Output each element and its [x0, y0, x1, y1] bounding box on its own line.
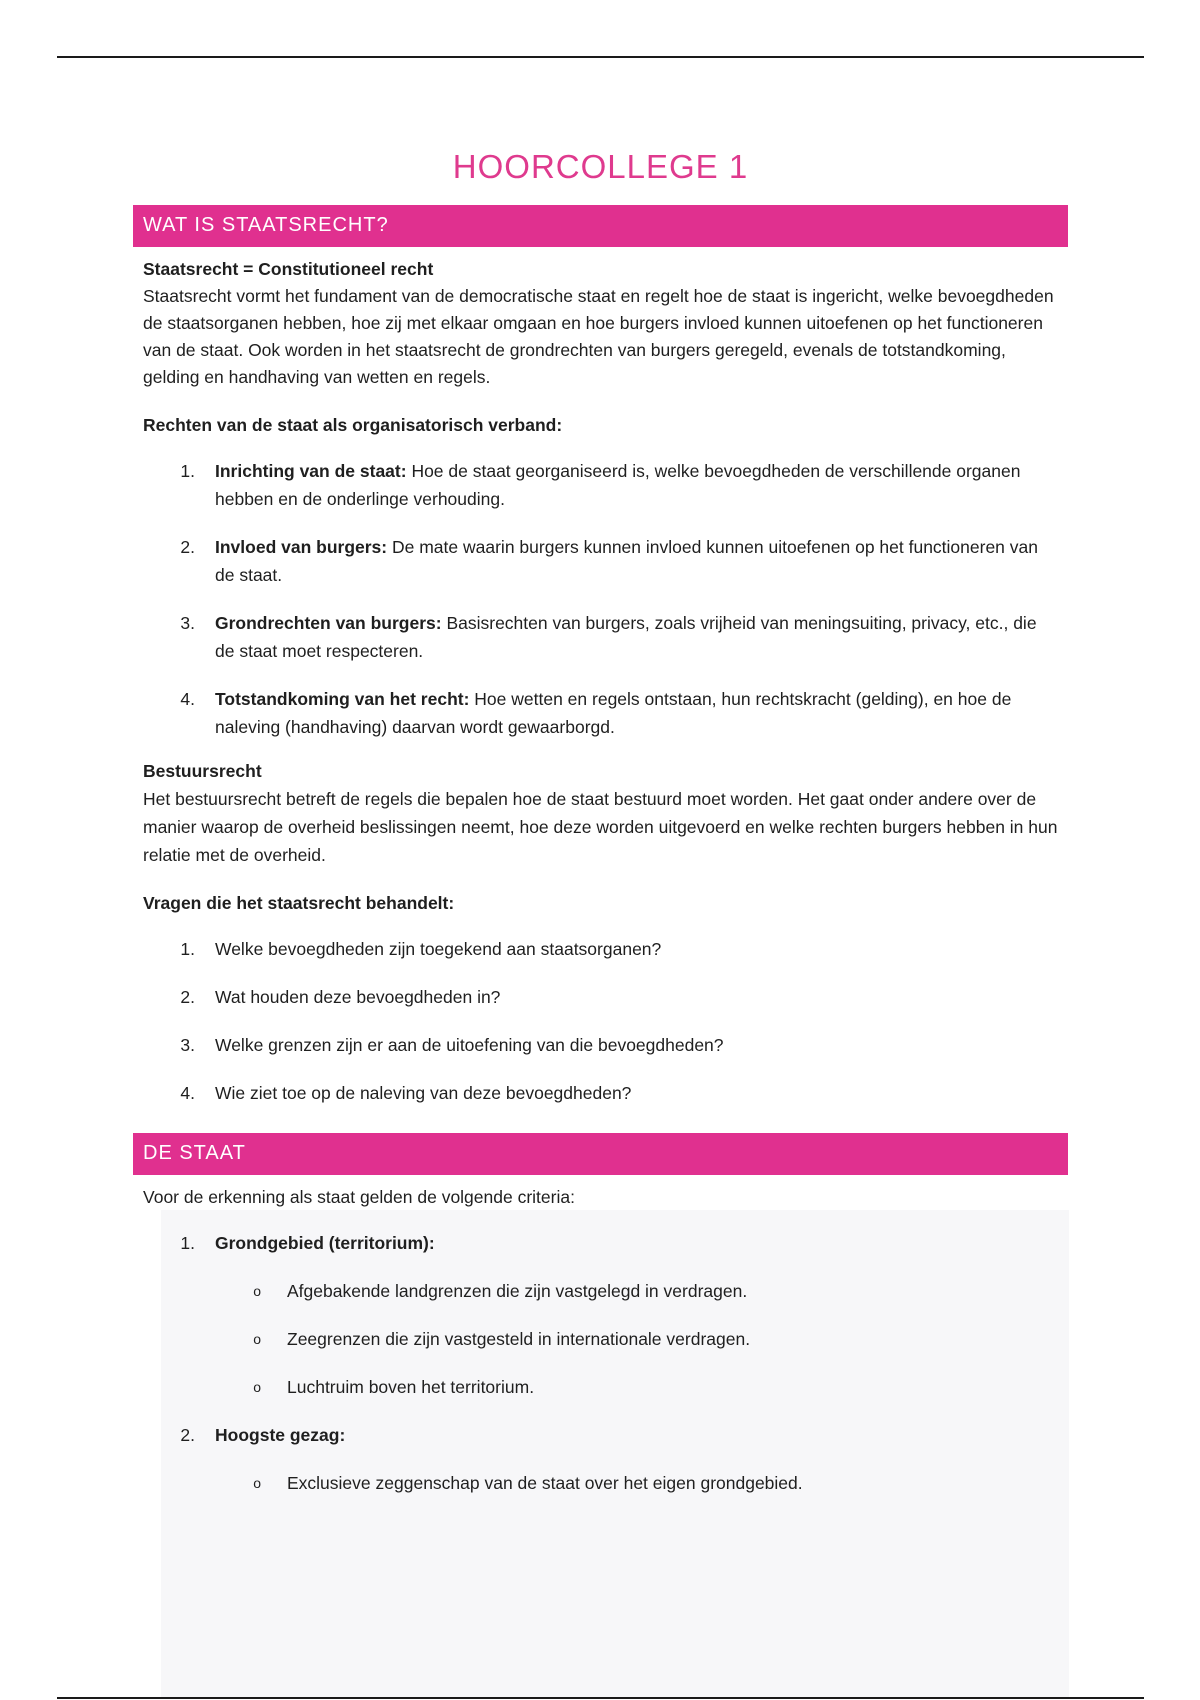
list-text: De mate waarin burgers kunnen invloed kunnen uitoefenen op het functioneren van de staat. — [215, 537, 1038, 585]
list-number: 3. — [180, 1035, 195, 1055]
list-text: Welke bevoegdheden zijn toegekend aan staatsorganen? — [215, 939, 662, 959]
list-number: 2. — [180, 537, 195, 557]
list-text: Basisrechten van burgers, zoals vrijheid van meningsuiting, privacy, etc., die de staat moet respecteren. — [215, 613, 1037, 661]
list-item — [143, 457, 1060, 513]
list-number: 1. — [180, 939, 195, 959]
list-number: 1. — [180, 461, 195, 481]
list-term: Grondrechten van burgers: — [215, 613, 442, 633]
header-rule — [57, 56, 1144, 58]
section-banner-staatsrecht: WAT IS STAATSRECHT? — [133, 205, 1068, 247]
bestuursrecht-heading: Bestuursrecht — [143, 761, 262, 781]
list-text: Wat houden deze bevoegdheden in? — [215, 987, 501, 1007]
list-text: Hoe de staat georganiseerd is, welke bevoegdheden de verschillende organen hebben en de onderlinge verhouding. — [215, 461, 1021, 509]
heading-constitutioneel-recht: Staatsrecht = Constitutioneel recht — [143, 259, 434, 279]
rights-list — [143, 457, 1060, 741]
list-item — [143, 1031, 1060, 1059]
section-de-staat — [133, 1183, 1068, 1497]
list-number: 2. — [180, 1425, 195, 1445]
sub-list-territorium — [143, 1277, 1060, 1401]
list-number: 2. — [180, 987, 195, 1007]
sub-list-gezag — [143, 1469, 1060, 1497]
document-body — [133, 135, 1068, 1497]
sub-list-text: Afgebakende landgrenzen die zijn vastgelegd in verdragen. — [287, 1281, 748, 1301]
bullet-icon: o — [253, 1331, 261, 1347]
list-term: Totstandkoming van het recht: — [215, 689, 470, 709]
sub-list-text: Zeegrenzen die zijn vastgesteld in internationale verdragen. — [287, 1329, 751, 1349]
list-number: 4. — [180, 689, 195, 709]
list-item — [143, 1079, 1060, 1107]
page-title: HOORCOLLEGE 1 — [452, 148, 749, 185]
list-item — [143, 935, 1060, 963]
criteria-list — [143, 1229, 1060, 1257]
criteria-intro: Voor de erkenning als staat gelden de volgende criteria: — [143, 1187, 575, 1207]
bullet-icon: o — [253, 1283, 261, 1299]
sub-list-text: Exclusieve zeggenschap van de staat over het eigen grondgebied. — [287, 1473, 803, 1493]
list-item — [143, 533, 1060, 589]
list-number: 4. — [180, 1083, 195, 1103]
bullet-icon: o — [253, 1379, 261, 1395]
list-item — [143, 1229, 1060, 1257]
sub-list-item — [143, 1373, 1060, 1401]
sub-list-item — [143, 1325, 1060, 1353]
list-term: Inrichting van de staat: — [215, 461, 407, 481]
sub-list-item — [143, 1469, 1060, 1497]
section-staatsrecht — [133, 255, 1068, 1107]
sub-list-item — [143, 1277, 1060, 1305]
section-banner-de-staat: DE STAAT — [133, 1133, 1068, 1175]
footer-rule — [57, 1697, 1144, 1699]
list-item — [143, 1421, 1060, 1449]
list-item — [143, 983, 1060, 1011]
rights-heading: Rechten van de staat als organisatorisch verband: — [143, 415, 563, 435]
sub-list-text: Luchtruim boven het territorium. — [287, 1377, 535, 1397]
questions-list — [143, 935, 1060, 1107]
list-text: Hoe wetten en regels ontstaan, hun rechtskracht (gelding), en hoe de naleving (handhaving) daarvan wordt gewaarborgd. — [215, 689, 1012, 737]
list-term: Grondgebied (territorium): — [215, 1233, 435, 1253]
list-text: Wie ziet toe op de naleving van deze bevoegdheden? — [215, 1083, 632, 1103]
list-text: Welke grenzen zijn er aan de uitoefening van die bevoegdheden? — [215, 1035, 724, 1055]
questions-heading: Vragen die het staatsrecht behandelt: — [143, 893, 455, 913]
criteria-list-continued — [143, 1421, 1060, 1449]
list-term: Hoogste gezag: — [215, 1425, 346, 1445]
list-number: 3. — [180, 613, 195, 633]
intro-paragraph: Staatsrecht vormt het fundament van de democratische staat en regelt hoe de staat is ingericht, welke bevoegdheden de staatsorganen hebben, hoe zij met elkaar omgaan en hoe burgers invloed kunnen uitoefenen op het functioneren van de staat. Ook worden in het staatsrecht de grondrechten van burgers geregeld, evenals de totstandkoming, gelding en handhaving van wetten en regels. — [143, 286, 1054, 387]
bullet-icon: o — [253, 1475, 261, 1491]
list-number: 1. — [180, 1233, 195, 1253]
list-term: Invloed van burgers: — [215, 537, 388, 557]
bestuursrecht-paragraph: Het bestuursrecht betreft de regels die bepalen hoe de staat bestuurd moet worden. Het gaat onder andere over de manier waarop de overheid beslissingen neemt, hoe deze worden uitgevoerd en welke rechten burgers hebben in hun relatie met de overheid. — [143, 789, 1058, 865]
list-item — [143, 609, 1060, 665]
list-item — [143, 685, 1060, 741]
